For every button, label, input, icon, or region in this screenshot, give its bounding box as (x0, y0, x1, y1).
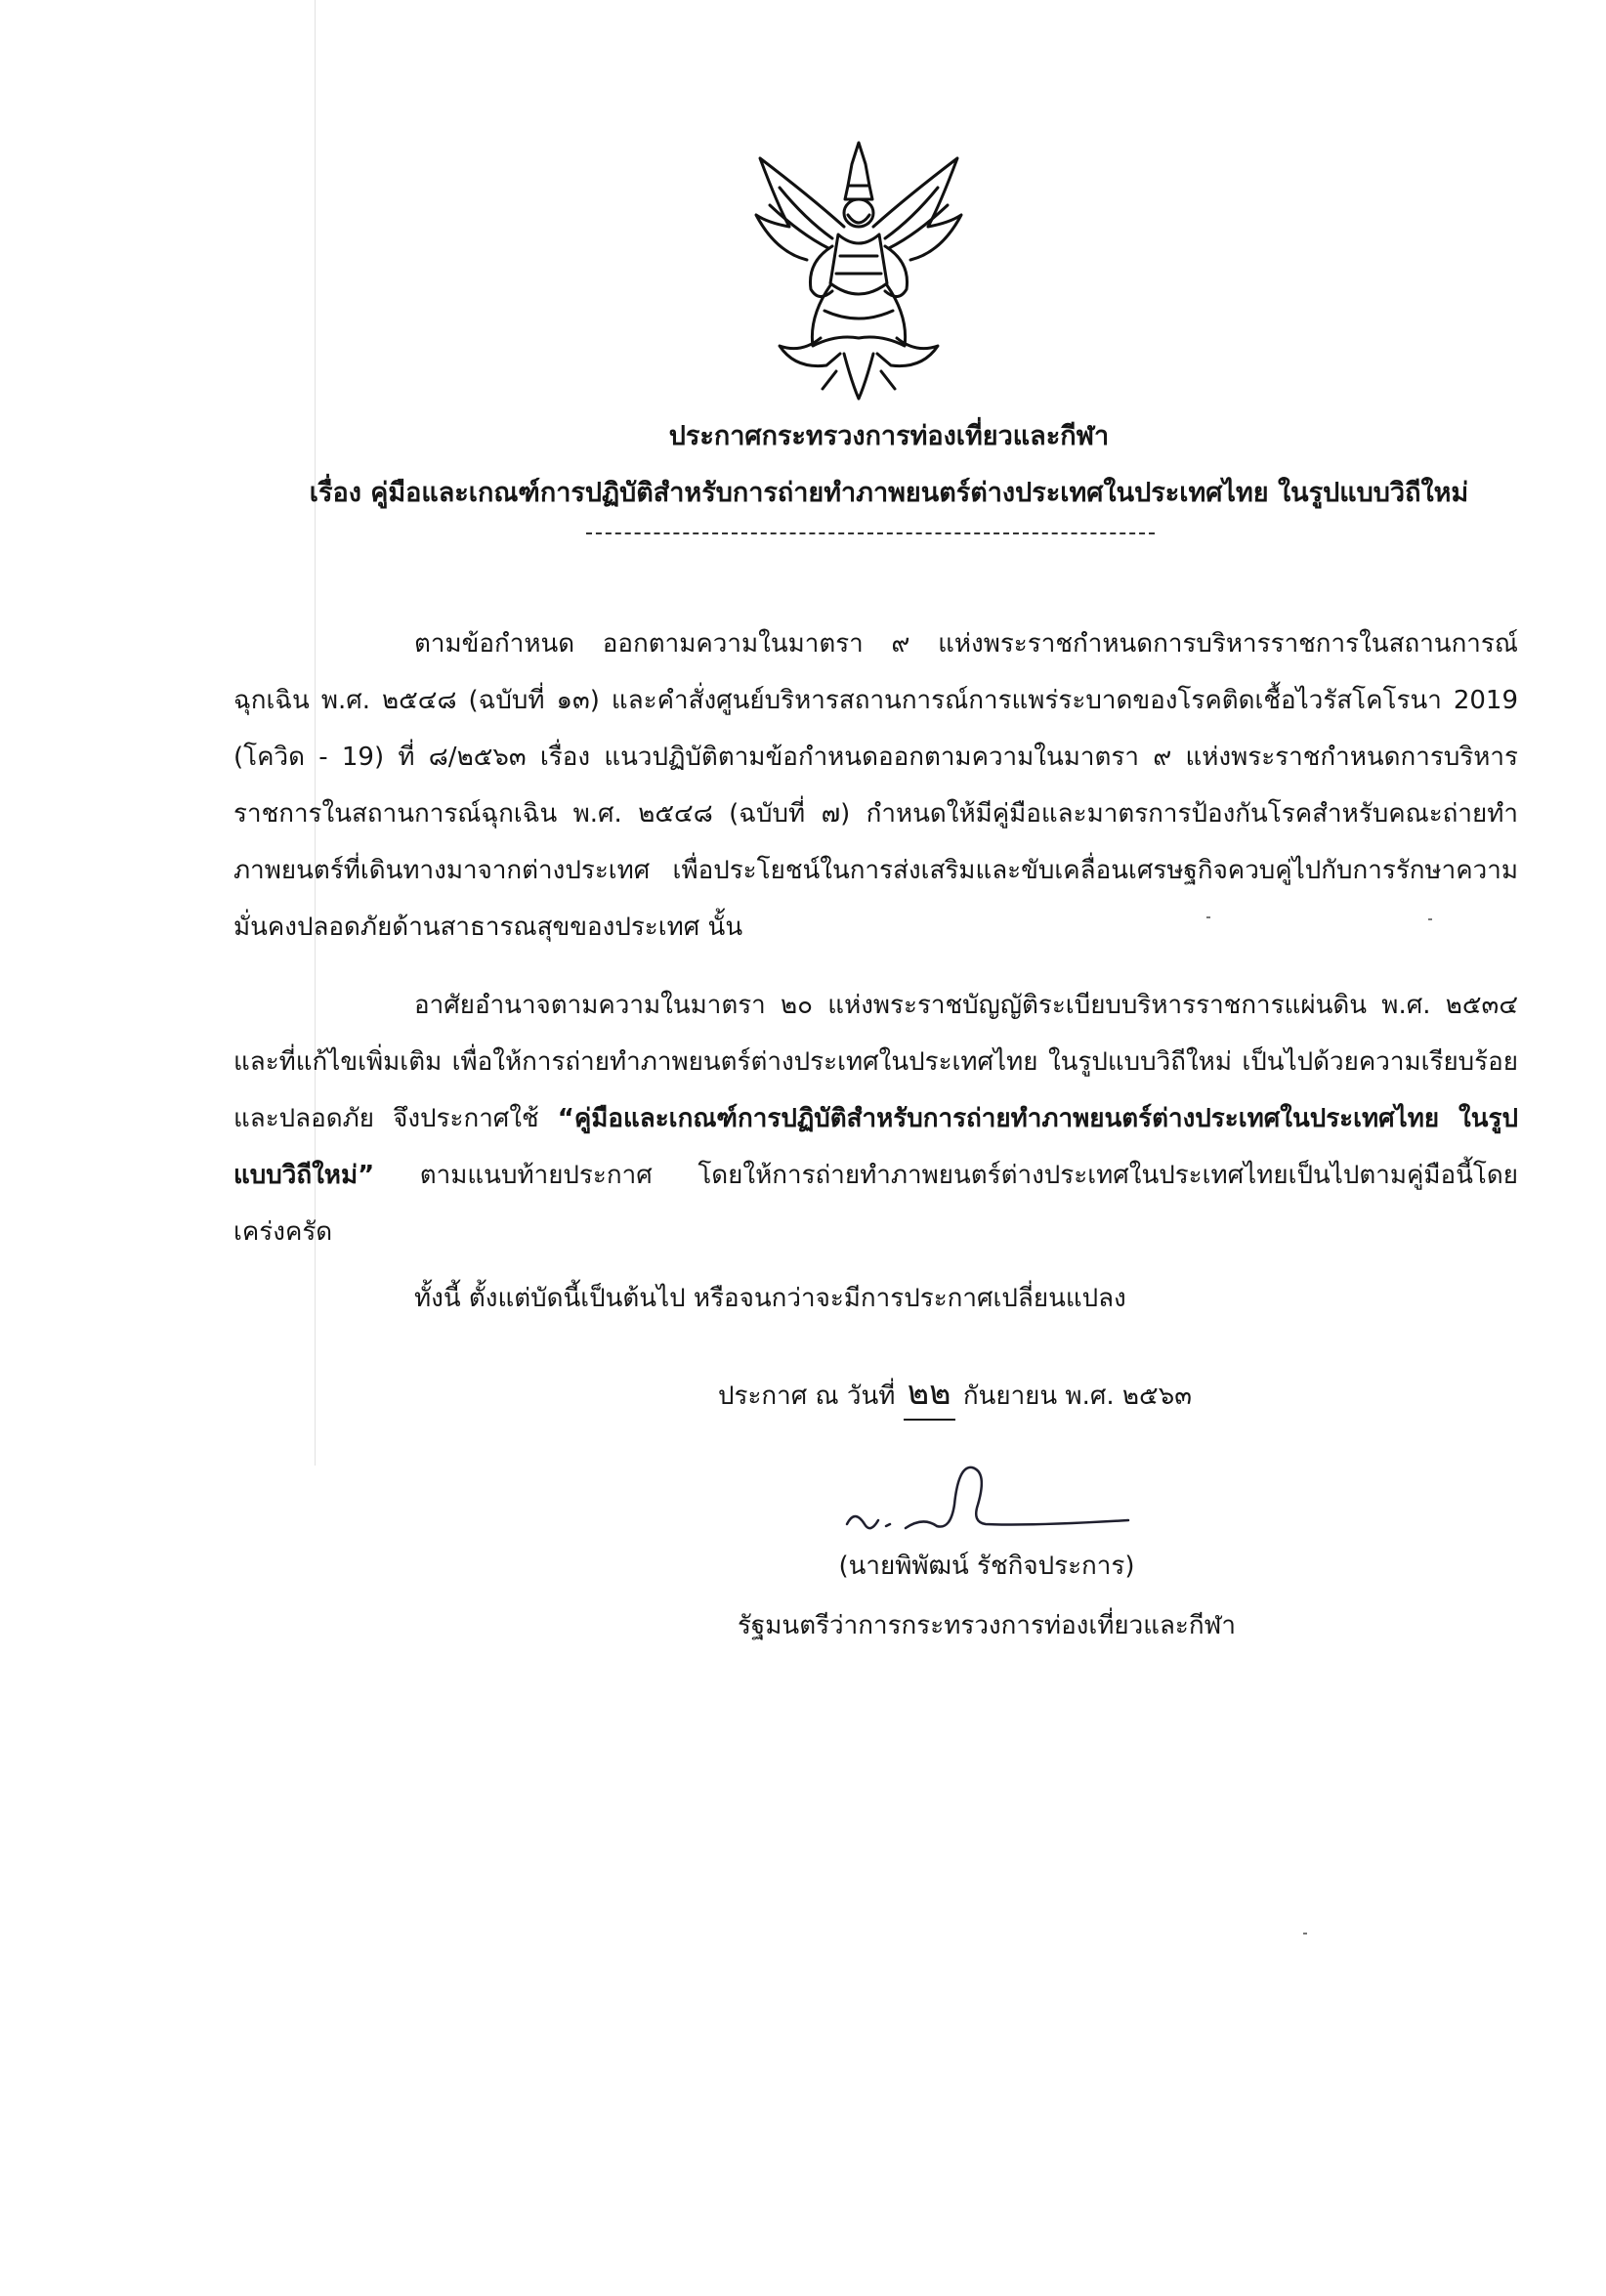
document-subject: เรื่อง คู่มือและเกณฑ์การปฏิบัติสำหรับการถ่ายทำภาพยนตร์ต่างประเทศในประเทศไทย ในรูปแบบวิถีใหม่ (309, 478, 1469, 508)
separator-line (586, 532, 1155, 534)
paragraph-2-text-start: อาศัยอำนาจตามความในมาตรา ๒๐ แห่งพระราชบัญญัติระเบียบบริหารราชการแผ่นดิน พ.ศ. ๒๕๓๔ และที่แก้ไขเพิ่มเติม เพื่อให้การถ่ายทำภาพยนตร์ต่างประเทศในประเทศไทย ในรูปแบบวิถีใหม่ เป็นไปด้วยความเรียบร้อยและปลอดภัย จึงประกาศใช้ (233, 991, 1518, 1133)
date-suffix: กันยายน พ.ศ. ๒๕๖๓ (962, 1382, 1192, 1411)
paragraph-3: ทั้งนี้ ตั้งแต่บัดนี้เป็นต้นไป หรือจนกว่าจะมีการประกาศเปลี่ยนแปลง (414, 1284, 1126, 1313)
garuda-emblem-icon (750, 137, 967, 403)
scan-speck (1303, 1933, 1307, 1935)
paragraph-2-handbook-title: “คู่มือและเกณฑ์การปฏิบัติสำหรับการถ่ายทำภาพยนตร์ต่างประเทศในประเทศไทย ในรูปแบบวิถีใหม่” (233, 1104, 1518, 1190)
date-prefix: ประกาศ ณ วันที่ (718, 1382, 896, 1411)
scan-speck (1428, 918, 1432, 920)
paragraph-1: ตามข้อกำหนด ออกตามความในมาตรา ๙ แห่งพระราชกำหนดการบริหารราชการในสถานการณ์ฉุกเฉิน พ.ศ. ๒๕๔๘ (ฉบับที่ ๑๓) และคำสั่งศูนย์บริหารสถานการณ์การแพร่ระบาดของโรคติดเชื้อไวรัสโคโรนา 2019 (โควิด - 19) ที่ ๘/๒๕๖๓ เรื่อง แนวปฏิบัติตามข้อกำหนดออกตามความในมาตรา ๙ แห่งพระราชกำหนดการบริหารราชการในสถานการณ์ฉุกเฉิน พ.ศ. ๒๕๔๘ (ฉบับที่ ๗) กำหนดให้มีคู่มือและมาตรการป้องกันโรคสำหรับคณะถ่ายทำภาพยนตร์ที่เดินทางมาจากต่างประเทศ เพื่อประโยชน์ในการส่งเสริมและขับเคลื่อนเศรษฐกิจควบคู่ไปกับการรักษาความมั่นคงปลอดภัยด้านสาธารณสุขของประเทศ นั้น (233, 629, 1518, 942)
announcement-date (718, 1366, 1192, 1421)
signer-position: รัฐมนตรีว่าการกระทรวงการท่องเที่ยวและกีฬา (737, 1611, 1237, 1640)
paragraph-2 (233, 977, 1518, 1260)
date-day-handwritten: ๒๒ (904, 1366, 955, 1421)
paragraph-2-text-end: ตามแนบท้ายประกาศ โดยให้การถ่ายทำภาพยนตร์ต่างประเทศในประเทศไทยเป็นไปตามคู่มือนี้โดยเคร่งครัด (233, 1161, 1518, 1247)
signer-name: (นายพิพัฒน์ รัชกิจประการ) (838, 1552, 1135, 1581)
scan-speck (1206, 916, 1210, 918)
document-title: ประกาศกระทรวงการท่องเที่ยวและกีฬา (668, 421, 1110, 451)
